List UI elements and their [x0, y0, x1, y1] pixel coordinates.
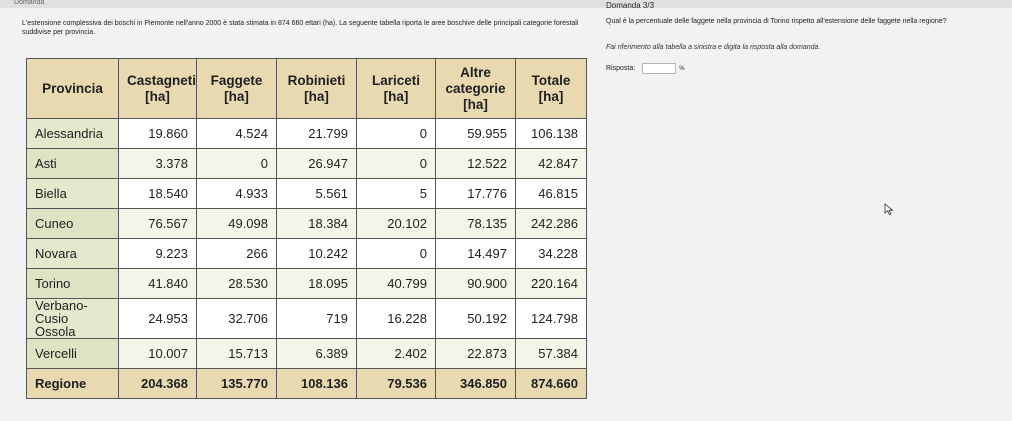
cell: 0	[357, 119, 436, 149]
region-total-row	[27, 369, 587, 399]
cell: 9.223	[119, 239, 197, 269]
cell: 12.522	[436, 149, 516, 179]
cell: 0	[197, 149, 277, 179]
question-counter: Domanda 3/3	[606, 1, 655, 10]
cell: 18.095	[277, 269, 357, 299]
table-row	[27, 179, 587, 209]
table-row	[27, 339, 587, 369]
table-header-row	[27, 59, 587, 119]
table-row	[27, 239, 587, 269]
row-province: Cuneo	[27, 209, 119, 239]
cell: 4.933	[197, 179, 277, 209]
cell: 124.798	[516, 299, 587, 339]
cell: 0	[357, 149, 436, 179]
cell: 19.860	[119, 119, 197, 149]
answer-input[interactable]	[642, 63, 676, 74]
table-row	[27, 299, 587, 339]
cell: 41.840	[119, 269, 197, 299]
cell: 220.164	[516, 269, 587, 299]
cell: 42.847	[516, 149, 587, 179]
row-province: Asti	[27, 149, 119, 179]
cell: 59.955	[436, 119, 516, 149]
cell: 15.713	[197, 339, 277, 369]
row-province: Regione	[27, 369, 119, 399]
cell: 46.815	[516, 179, 587, 209]
cell: 266	[197, 239, 277, 269]
cell: 242.286	[516, 209, 587, 239]
cell: 24.953	[119, 299, 197, 339]
header-totale: Totale [ha]	[516, 59, 587, 119]
table-row	[27, 119, 587, 149]
cell: 135.770	[197, 369, 277, 399]
mouse-cursor-icon	[884, 203, 894, 215]
row-province: Biella	[27, 179, 119, 209]
row-province: Verbano-Cusio Ossola	[27, 299, 119, 339]
cell: 14.497	[436, 239, 516, 269]
cell: 3.378	[119, 149, 197, 179]
cell: 5	[357, 179, 436, 209]
cell: 18.384	[277, 209, 357, 239]
cell: 28.530	[197, 269, 277, 299]
cell: 10.007	[119, 339, 197, 369]
row-province: Alessandria	[27, 119, 119, 149]
header-provincia: Provincia	[27, 59, 119, 119]
cell: 10.242	[277, 239, 357, 269]
cell: 719	[277, 299, 357, 339]
cell: 204.368	[119, 369, 197, 399]
table-row	[27, 209, 587, 239]
cell: 0	[357, 239, 436, 269]
cell: 108.136	[277, 369, 357, 399]
top-bar	[0, 0, 1012, 8]
cell: 26.947	[277, 149, 357, 179]
question-text: Qual è la percentuale delle faggete nella provincia di Torino rispetto all'estensione delle faggete nella regione?	[606, 18, 947, 25]
cell: 5.561	[277, 179, 357, 209]
cell: 76.567	[119, 209, 197, 239]
answer-unit: %	[679, 65, 685, 72]
cell: 57.384	[516, 339, 587, 369]
answer-row	[606, 63, 685, 74]
answer-label: Risposta:	[606, 65, 636, 72]
cell: 32.706	[197, 299, 277, 339]
cell: 90.900	[436, 269, 516, 299]
table-row	[27, 269, 587, 299]
cell: 346.850	[436, 369, 516, 399]
header-altre-categorie: Altre categorie [ha]	[436, 59, 516, 119]
cell: 18.540	[119, 179, 197, 209]
cell: 79.536	[357, 369, 436, 399]
row-province: Torino	[27, 269, 119, 299]
cell: 21.799	[277, 119, 357, 149]
cell: 17.776	[436, 179, 516, 209]
intro-text: L'estensione complessiva dei boschi in Piemonte nell'anno 2000 è stata stimata in 874 660 ettari (ha). La seguente tabella riporta le aree boschive delle principali categorie forestali suddivise per provincia.	[22, 20, 579, 36]
header-robinieti: Robinieti [ha]	[277, 59, 357, 119]
header-lariceti: Lariceti [ha]	[357, 59, 436, 119]
cell: 34.228	[516, 239, 587, 269]
header-castagneti: Castagneti [ha]	[119, 59, 197, 119]
cell: 16.228	[357, 299, 436, 339]
cell: 106.138	[516, 119, 587, 149]
row-province: Vercelli	[27, 339, 119, 369]
cell: 4.524	[197, 119, 277, 149]
total-area-highlight: 874 660 ettari (ha).	[278, 20, 338, 27]
cell: 50.192	[436, 299, 516, 339]
cell: 6.389	[277, 339, 357, 369]
header-faggete: Faggete [ha]	[197, 59, 277, 119]
forest-area-table	[26, 58, 587, 399]
instruction-text: Fai riferimento alla tabella a sinistra e digita la risposta alla domanda.	[606, 44, 821, 51]
top-bar-label: Domanda	[14, 0, 45, 6]
cell: 874.660	[516, 369, 587, 399]
cell: 40.799	[357, 269, 436, 299]
table-row	[27, 149, 587, 179]
cell: 78.135	[436, 209, 516, 239]
cell: 20.102	[357, 209, 436, 239]
cell: 2.402	[357, 339, 436, 369]
cell: 22.873	[436, 339, 516, 369]
row-province: Novara	[27, 239, 119, 269]
cell: 49.098	[197, 209, 277, 239]
